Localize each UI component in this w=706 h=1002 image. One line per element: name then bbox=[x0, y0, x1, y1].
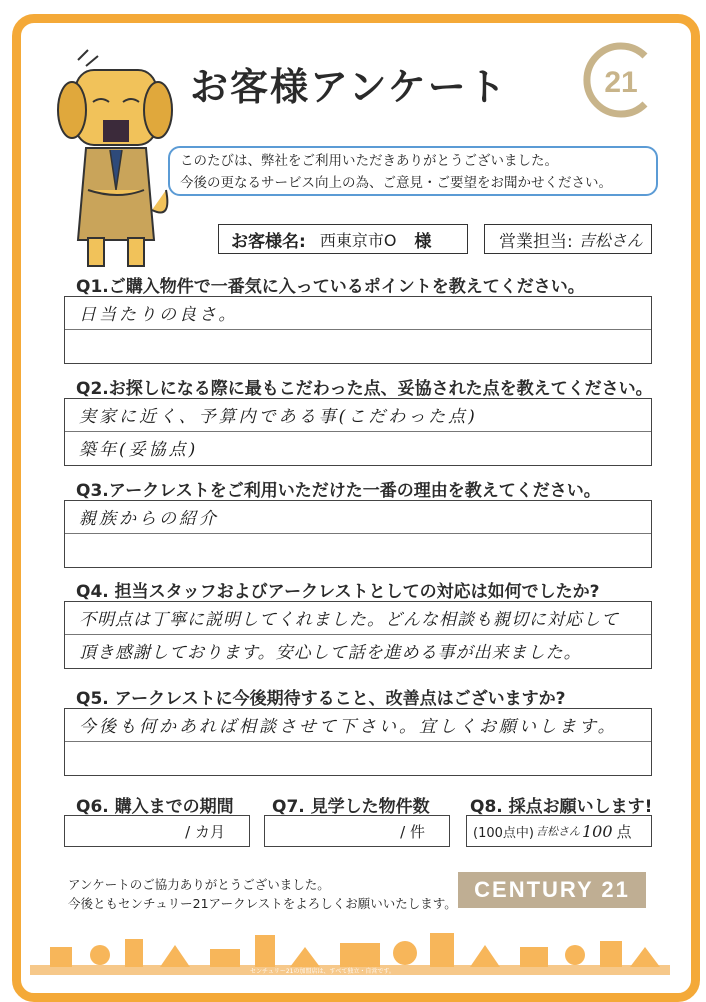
properties-viewed-box bbox=[264, 815, 450, 847]
century21-brand: CENTURY 21 bbox=[458, 872, 646, 908]
sales-label: 営業担当: bbox=[499, 231, 573, 252]
score-box bbox=[466, 815, 652, 847]
question-1: Q1.ご購入物件で一番気に入っているポイントを教えてください。 bbox=[76, 277, 585, 297]
score-unit: 点 bbox=[616, 822, 632, 841]
century21-logo-icon bbox=[583, 42, 659, 118]
footer-line-2: 今後ともセンチュリー21アークレストをよろしくお願いいたします。 bbox=[68, 896, 457, 911]
answer-box-1 bbox=[64, 296, 652, 364]
purchase-period-unit: / カ月 bbox=[185, 822, 225, 841]
score-name: 吉松さん bbox=[535, 825, 580, 838]
answer-row bbox=[65, 399, 651, 432]
properties-viewed-unit: / 件 bbox=[400, 822, 425, 841]
answer-box-4 bbox=[64, 601, 652, 669]
customer-label: お客様名: bbox=[231, 231, 306, 252]
footer-message bbox=[68, 875, 457, 913]
answer-row bbox=[65, 297, 651, 330]
score-prefix: (100点中) bbox=[473, 825, 534, 841]
answer-text: 今後も何かあれば相談させて下さい。宜しくお願いします。 bbox=[79, 717, 618, 737]
answer-box-3 bbox=[64, 500, 652, 568]
answer-row bbox=[65, 635, 651, 668]
answer-row bbox=[65, 501, 651, 534]
page-title: お客様アンケート bbox=[190, 65, 508, 109]
answer-box-5 bbox=[64, 708, 652, 776]
answer-text: 日当たりの良さ。 bbox=[79, 305, 239, 325]
logo-text: 21 bbox=[604, 66, 638, 99]
sales-rep-box bbox=[484, 224, 652, 254]
purchase-period-box bbox=[64, 815, 250, 847]
question-3: Q3.アークレストをご利用いただけた一番の理由を教えてください。 bbox=[76, 481, 601, 501]
answer-text: 不明点は丁寧に説明してくれました。どんな相談も親切に対応して bbox=[79, 610, 619, 630]
question-8: Q8. 採点お願いします! bbox=[470, 797, 653, 817]
footer-line-1: アンケートのご協力ありがとうございました。 bbox=[68, 877, 330, 892]
customer-suffix: 様 bbox=[414, 231, 432, 252]
question-6: Q6. 購入までの期間 bbox=[76, 797, 234, 817]
answer-text: 親族からの紹介 bbox=[79, 509, 219, 529]
sales-name: 吉松さん bbox=[578, 230, 643, 250]
answer-row bbox=[65, 742, 651, 775]
greeting-bubble bbox=[168, 146, 658, 196]
answer-row bbox=[65, 330, 651, 363]
answer-row bbox=[65, 602, 651, 635]
question-5: Q5. アークレストに今後期待すること、改善点はございますか? bbox=[76, 689, 566, 709]
question-7: Q7. 見学した物件数 bbox=[272, 797, 430, 817]
question-4: Q4. 担当スタッフおよびアークレストとしての対応は如何でしたか? bbox=[76, 582, 600, 602]
answer-text: 築年(妥協点) bbox=[79, 440, 199, 460]
fine-print: センチュリー21の加盟店は、すべて独立・自営です。 bbox=[250, 968, 395, 975]
answer-box-2 bbox=[64, 398, 652, 466]
question-2: Q2.お探しになる際に最もこだわった点、妥協された点を教えてください。 bbox=[76, 379, 653, 399]
greeting-line-2: 今後の更なるサービス向上の為、ご意見・ご要望をお聞かせください。 bbox=[180, 175, 612, 191]
answer-row bbox=[65, 432, 651, 465]
customer-name-box bbox=[218, 224, 468, 254]
customer-name: 西東京市O bbox=[319, 230, 397, 250]
answer-row bbox=[65, 709, 651, 742]
answer-text: 実家に近く、予算内である事(こだわった点) bbox=[79, 407, 478, 427]
dog-mascot-icon bbox=[48, 40, 178, 270]
score-value: 100 bbox=[581, 821, 613, 841]
greeting-line-1: このたびは、弊社をご利用いただきありがとうございました。 bbox=[180, 153, 558, 169]
answer-row bbox=[65, 534, 651, 567]
answer-text: 頂き感謝しております。安心して話を進める事が出来ました。 bbox=[79, 643, 582, 663]
